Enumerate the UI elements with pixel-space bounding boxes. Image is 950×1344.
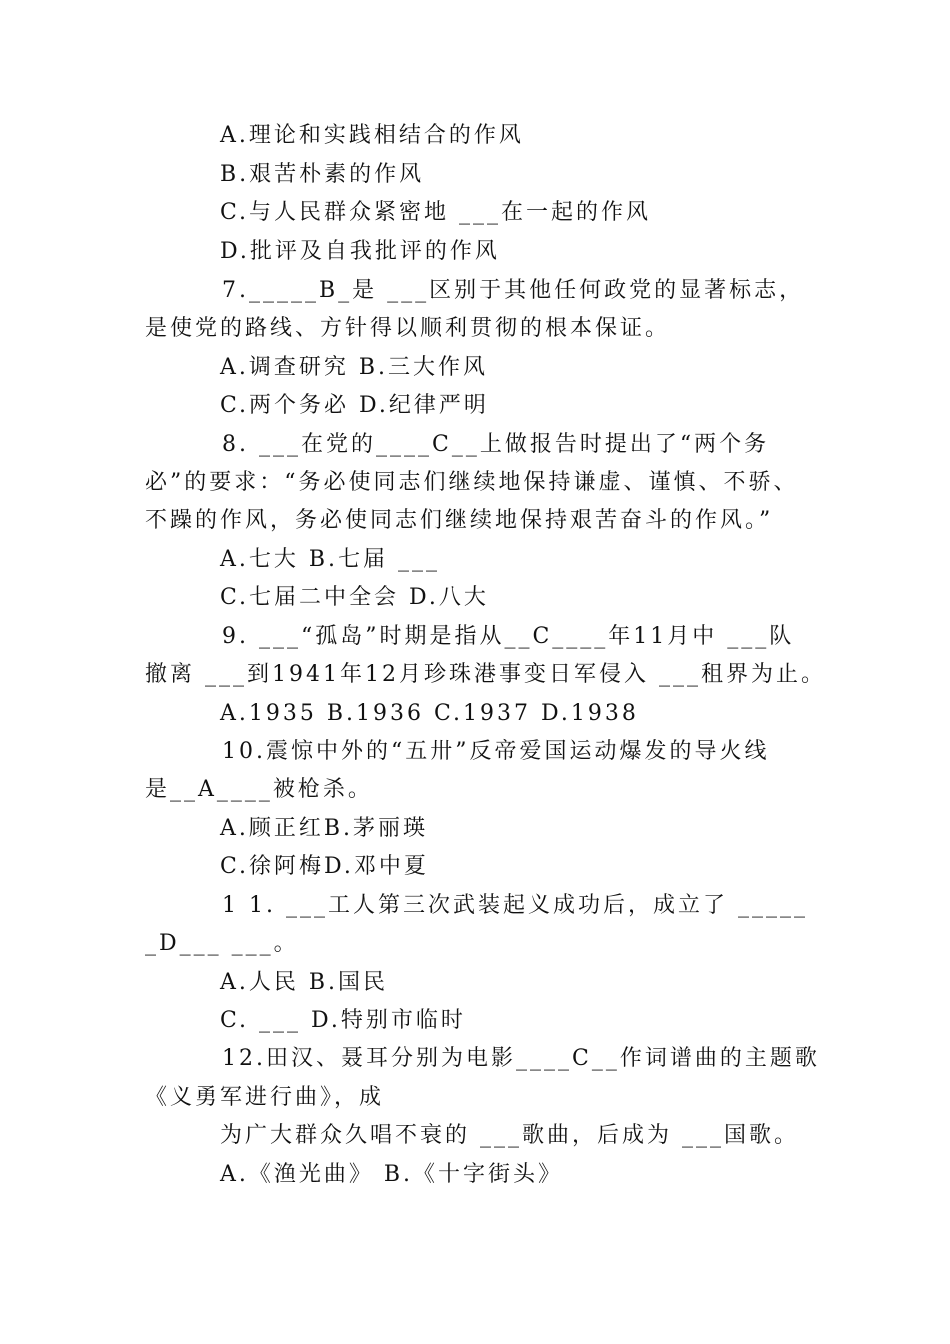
question-7-continued: 是使党的路线、方针得以顺利贯彻的根本保证。	[145, 316, 671, 341]
option-6c: C.与人民群众紧密地 ___在一起的作风	[220, 200, 652, 225]
question-12: 12.田汉、聂耳分别为电影____C__作词谱曲的主题歌	[222, 1046, 820, 1071]
option-7ab: A.调查研究 B.三大作风	[220, 355, 489, 380]
option-7cd: C.两个务必 D.纪律严明	[220, 393, 489, 418]
option-6d: D.批评及自我批评的作风	[220, 239, 500, 264]
question-9-continued: 撤离 ___到1941年12月珍珠港事变日军侵入 ___租界为止。	[145, 662, 826, 687]
question-12-continued-1: 《义勇军进行曲》，成	[145, 1085, 385, 1110]
option-12ab: A.《渔光曲》 B.《十字街头》	[220, 1162, 564, 1187]
option-8ab: A.七大 B.七届 ___	[220, 547, 441, 572]
option-10cd: C.徐阿梅D.邓中夏	[220, 854, 429, 879]
option-11ab: A.人民 B.国民	[220, 970, 389, 995]
question-7: 7._____B_是 ___区别于其他任何政党的显著标志，	[222, 278, 805, 303]
option-6a: A.理论和实践相结合的作风	[220, 123, 524, 148]
question-8-continued-2: 不躁的作风，务必使同志们继续地保持艰苦奋斗的作风。”	[145, 508, 774, 533]
option-10ab: A.顾正红B.茅丽瑛	[220, 816, 429, 841]
question-9: 9. ___“孤岛”时期是指从__C____年11月中 ___队	[222, 624, 795, 649]
question-8: 8. ___在党的____C__上做报告时提出了“两个务	[222, 432, 770, 457]
option-6b: B.艰苦朴素的作风	[220, 162, 425, 187]
question-11: 1 1. ___工人第三次武装起义成功后，成立了 _____	[222, 893, 808, 918]
question-10: 10.震惊中外的“五卅”反帝爱国运动爆发的导火线	[222, 739, 770, 764]
option-8cd: C.七届二中全会 D.八大	[220, 585, 489, 610]
question-8-continued-1: 必”的要求：“务必使同志们继续地保持谦虚、谨慎、不骄、	[145, 470, 799, 495]
question-10-continued: 是__A____被枪杀。	[145, 777, 373, 802]
option-9: A.1935 B.1936 C.1937 D.1938	[220, 701, 639, 726]
option-11cd: C. ___ D.特别市临时	[220, 1008, 466, 1033]
question-12-continued-2: 为广大群众久唱不衰的 ___歌曲，后成为 ___国歌。	[220, 1123, 799, 1148]
question-11-continued: _D___ ___。	[145, 931, 299, 956]
